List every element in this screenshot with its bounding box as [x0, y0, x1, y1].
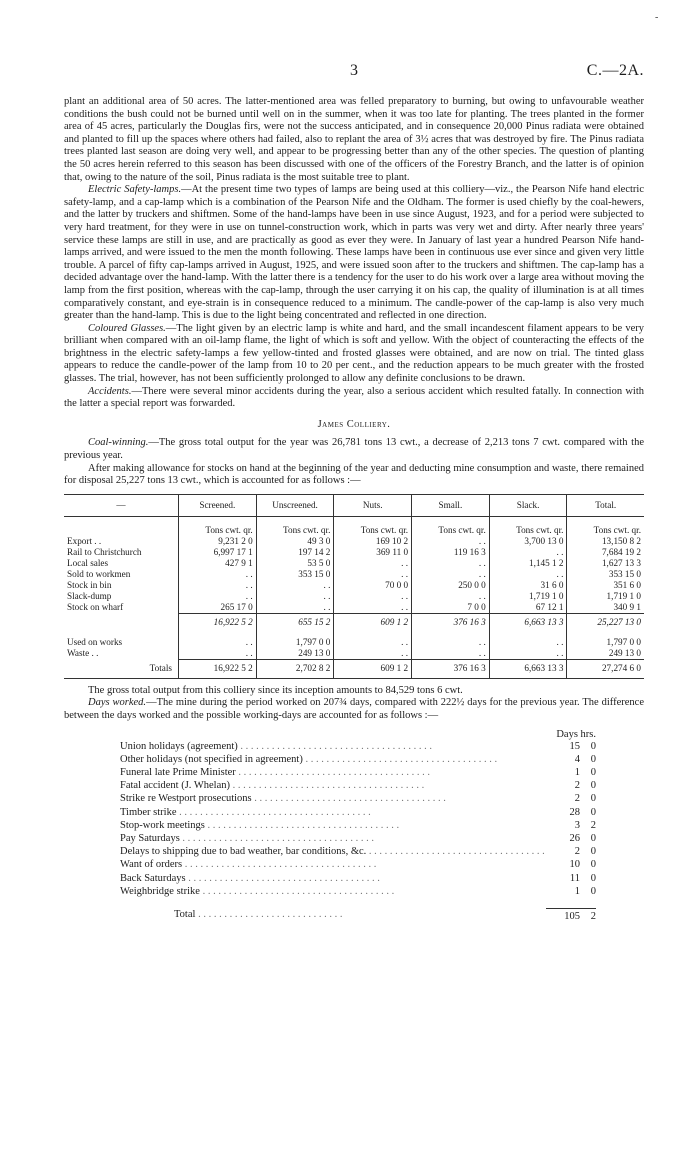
table-cell: 49 3 0 [256, 536, 334, 547]
table-cell: . . [412, 591, 490, 602]
table-cell: . . [334, 591, 412, 602]
row-label: Used on works [67, 636, 123, 647]
total-cell: 27,274 6 0 [567, 659, 644, 678]
table-cell: . . [179, 591, 257, 602]
table-cell: 7,684 19 2 [567, 547, 644, 558]
units-label: Tons cwt. qr. [334, 516, 412, 536]
list-item: Pay Saturdays . . 26 0 [120, 832, 644, 845]
paragraph-forestry: plant an additional area of 50 acres. The latter-mentioned area was felled preparatory to burning, but owing to unfavourable weather conditions the bush could not be burned until well on in the summer, when it was too late for planting. The trees planted in the former area of 45 acres, particularly the Douglas firs, were not the success anticipated, and in consequence 20,000 Pinus radiata were obtained and planted to fill up the spaces where others had failed, also to replant the area of 3½ acres that was destroyed by fire. The Pinus radiata trees planted last season are doing very well, and appear to be progressing better than any of the other species. The question of planting the 50 acres herein referred to this season has been discussed with one of the officers of the Forestry Branch, and the latter is of opinion that, owing to the nature of the soil, Pinus radiata is the most suitable tree to plant. [64, 96, 644, 183]
table-cell: 353 15 0 [256, 569, 334, 580]
table-cell: 1,797 0 0 [256, 637, 334, 648]
subtotal-row [64, 613, 644, 631]
table-cell: . . [412, 637, 490, 648]
table-cell: 1,627 13 3 [567, 558, 644, 569]
document-reference: C.—2A. [586, 62, 644, 79]
page-header [64, 62, 644, 98]
table-cell: 353 15 0 [567, 569, 644, 580]
body-text-lower [64, 685, 644, 723]
table-cell: 67 12 1 [489, 602, 567, 614]
row-label: Sold to workmen [67, 568, 131, 579]
units-row [64, 516, 644, 536]
table-cell: . . [412, 569, 490, 580]
table-header: Screened. [179, 494, 257, 516]
table-cell: 119 16 3 [412, 547, 490, 558]
units-label: Tons cwt. qr. [489, 516, 567, 536]
paragraph-disposal: After making allowance for stocks on hand at the beginning of the year and deducting mine consumption and waste, there remained for disposal 25,227 tons 13 cwt., which is accounted for as follows :— [64, 462, 644, 487]
row-label: Stock on wharf [67, 602, 124, 613]
paragraph-electric-lamps: Electric Safety-lamps.—At the present time two types of lamps are being used at this colliery—viz., the Pearson Nife hand electric safety-lamp, and a cap-lamp which is a combination of the Pearson Nife and the Oldham. The former is used chiefly by the coal-hewers, and the latter by truckers and shiftmen. Some of the hand-lamps have been in use since August, 1923, and for a period were subjected to very hard treatment, for they were in use on tunnel-construction work, which in parts was very wet and dirty. After nearly three years' service these lamps are still in use, and are practically as good as ever they were. In January of last year a hundred Pearson Nife hand-lamps arrived, and were issued to the men the month following. These lamps have been in continuous use ever since and given very little trouble. A parcel of fifty cap-lamps arrived in August, 1925, and were issued soon after to the truckers and shiftmen. The cap-lamp has a decided advantage over the hand-lamp. With the latter there is a tendency for the user to do his work over a large area without moving the lamp from the first position, whereas with the cap-lamp, through the user carrying it on his cap, the quality of illumination is at all times comparatively constant, and eye-strain is in consequence reduced to a minimum. The candle-power of the cap-lamp is also very much greater than the hand-lamp. This is due to the light being concentrated and reflected in one direction. [64, 184, 644, 322]
table-cell: . . [179, 569, 257, 580]
days-hours-header: Days hrs. [556, 728, 596, 740]
table-cell: 340 9 1 [567, 602, 644, 614]
list-item: Want of orders . . 10 0 [120, 858, 644, 871]
paragraph-gross-output: The gross total output from this colliery since its inception amounts to 84,529 tons 6 cwt. [88, 684, 463, 696]
table-row [64, 637, 644, 648]
list-item: Stop-work meetings . . 3 2 [120, 819, 644, 832]
table-row [64, 591, 644, 602]
table-cell: 427 9 1 [179, 558, 257, 569]
table-cell: . . [334, 602, 412, 614]
row-label: Rail to Christchurch [67, 546, 142, 557]
list-item: Fatal accident (J. Whelan) . . 2 0 [120, 779, 644, 792]
subtotal-cell: 655 15 2 [256, 613, 334, 631]
table-cell: . . [179, 637, 257, 648]
total-cell: 376 16 3 [412, 659, 490, 678]
table-cell: 3,700 13 0 [489, 536, 567, 547]
list-item: Funeral late Prime Minister . . 1 0 [120, 766, 644, 779]
totals-label: Totals [64, 659, 179, 678]
table-cell: 7 0 0 [412, 602, 490, 614]
subtotal-cell: 6,663 13 3 [489, 613, 567, 631]
total-cell: 6,663 13 3 [489, 659, 567, 678]
subtotal-cell: 25,227 13 0 [567, 613, 644, 631]
table-cell: . . [334, 569, 412, 580]
table-cell: 6,997 17 1 [179, 547, 257, 558]
subheading: Coloured Glasses. [88, 322, 166, 334]
table-cell: . . [489, 648, 567, 660]
table-cell: . . [256, 591, 334, 602]
list-item: Back Saturdays . . 11 0 [120, 872, 644, 885]
paragraph-days-worked: Days worked.—The mine during the period worked on 207¾ days, compared with 222½ days for the previous year. The difference between the days worked and the possible working-days are accounted for as follows :— [64, 697, 644, 721]
table-header: — [64, 494, 179, 516]
days-total-label: Total . . [174, 908, 546, 923]
days-total-hours: 2 [580, 908, 596, 923]
table-cell: . . [256, 602, 334, 614]
table-row [64, 580, 644, 591]
table-cell: . . [489, 637, 567, 648]
coal-disposal-table [64, 494, 644, 679]
table-cell: . . [334, 648, 412, 660]
table-cell: 70 0 0 [334, 580, 412, 591]
list-item: Delays to shipping due to bad weather, bar conditions, &c. . . 2 0 [120, 845, 644, 858]
subtotal-cell: 16,922 5 2 [179, 613, 257, 631]
days-total-days: 105 [546, 908, 580, 923]
table-cell: 31 6 0 [489, 580, 567, 591]
table-row [64, 569, 644, 580]
list-item: Timber strike . . 28 0 [120, 806, 644, 819]
table-row [64, 558, 644, 569]
paragraph-coal-winning: Coal-winning.—The gross total output for the year was 26,781 tons 13 cwt., a decrease of 2,213 tons 7 cwt. compared with the previous year. [64, 437, 644, 462]
table-cell: . . [256, 580, 334, 591]
table-header: Slack. [489, 494, 567, 516]
units-label: Tons cwt. qr. [256, 516, 334, 536]
table-cell: 53 5 0 [256, 558, 334, 569]
row-label: Stock in bin [67, 579, 112, 590]
subheading: Coal-winning. [88, 437, 149, 449]
table-cell: 249 13 0 [256, 648, 334, 660]
subheading: Accidents. [88, 385, 132, 397]
table-header: Unscreened. [256, 494, 334, 516]
table-cell: 265 17 0 [179, 602, 257, 614]
total-cell: 2,702 8 2 [256, 659, 334, 678]
table-cell: . . [489, 569, 567, 580]
table-cell: . . [489, 547, 567, 558]
days-list [64, 740, 644, 898]
table-cell: 1,719 1 0 [567, 591, 644, 602]
table-header: Total. [567, 494, 644, 516]
list-item: Weighbridge strike . . 1 0 [120, 885, 644, 898]
subtotal-cell: 609 1 2 [334, 613, 412, 631]
margin-mark: - [655, 12, 659, 23]
table-header-row [64, 494, 644, 516]
days-total-row [174, 908, 644, 923]
row-label: Waste . . [67, 648, 99, 659]
table-cell: . . [412, 648, 490, 660]
table-cell: . . [412, 558, 490, 569]
table-cell: . . [179, 648, 257, 660]
table-cell: . . [334, 558, 412, 569]
units-label: Tons cwt. qr. [412, 516, 490, 536]
table-cell: . . [334, 637, 412, 648]
table-cell: 197 14 2 [256, 547, 334, 558]
table-row [64, 648, 644, 660]
table-cell: 249 13 0 [567, 648, 644, 660]
table-cell: 1,797 0 0 [567, 637, 644, 648]
table-cell: 369 11 0 [334, 547, 412, 558]
list-item: Other holidays (not specified in agreement) . . 4 0 [120, 753, 644, 766]
table-row [64, 536, 644, 547]
table-cell: 1,145 1 2 [489, 558, 567, 569]
table-header: Nuts. [334, 494, 412, 516]
table-cell: 9,231 2 0 [179, 536, 257, 547]
row-label: Export . . [67, 535, 102, 546]
subheading: Electric Safety-lamps. [88, 184, 182, 196]
table-header: Small. [412, 494, 490, 516]
subheading: Days worked. [88, 697, 147, 709]
row-label: Local sales [67, 557, 109, 568]
row-label: Slack-dump [67, 590, 112, 601]
totals-row [64, 659, 644, 678]
table-cell: . . [179, 580, 257, 591]
section-title: James Colliery. [317, 418, 391, 430]
list-item: Union holidays (agreement) . . 15 0 [120, 740, 644, 753]
units-label: Tons cwt. qr. [179, 516, 257, 536]
table-row [64, 547, 644, 558]
paragraph-accidents: Accidents.—There were several minor accidents during the year, also a serious accident which resulted fatally. In connection with the latter a special report was forwarded. [64, 385, 644, 410]
subtotal-cell: 376 16 3 [412, 613, 490, 631]
document-page [64, 0, 644, 923]
total-cell: 609 1 2 [334, 659, 412, 678]
total-cell: 16,922 5 2 [179, 659, 257, 678]
table-cell: 351 6 0 [567, 580, 644, 591]
table-row [64, 602, 644, 614]
table-cell: 1,719 1 0 [489, 591, 567, 602]
table-cell: 169 10 2 [334, 536, 412, 547]
table-cell: 13,150 8 2 [567, 536, 644, 547]
body-text [64, 96, 644, 488]
page-number: 3 [350, 62, 358, 79]
units-label: Tons cwt. qr. [567, 516, 644, 536]
table-cell: 250 0 0 [412, 580, 490, 591]
list-item: Strike re Westport prosecutions . . 2 0 [120, 792, 644, 805]
paragraph-coloured-glasses: Coloured Glasses.—The light given by an electric lamp is white and hard, and the small incandescent filament appears to be very brilliant when compared with an oil-lamp flame, the light of which is soft and yellow. With the object of counteracting the effects of the brightness in the electric safety-lamps a few yellow-tinted and frosted glasses were obtained, and are now on trial. The tinted glass appears to reduce the candle-power of the lamp from 10 to 20 per cent., and the reduction appears to be much greater with the frosted glasses. The trial, however, has not been sufficiently prolonged to allow any definite conclusions to be drawn. [64, 322, 645, 385]
table-cell: . . [412, 536, 490, 547]
